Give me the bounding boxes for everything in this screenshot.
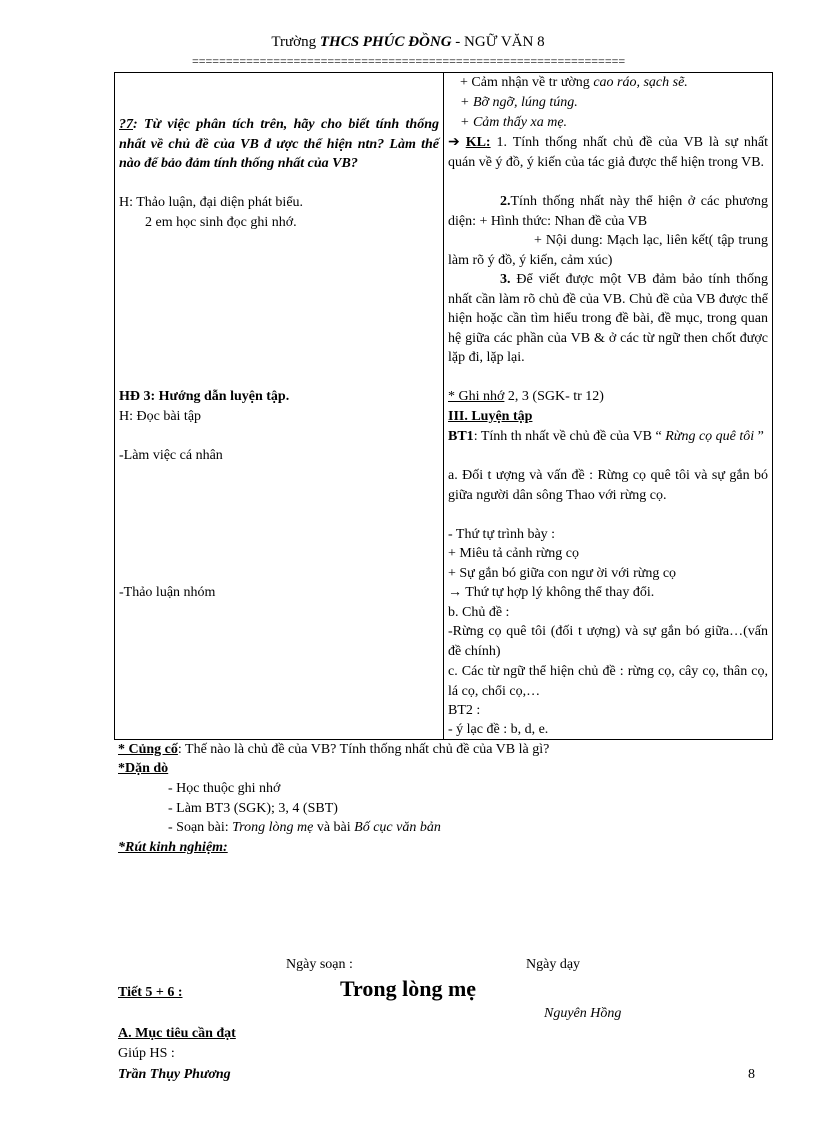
homework-heading: *Dặn dò [118,761,169,776]
conclusion-2-content: + Nội dung: Mạch lạc, liên kết( tập trung làm rõ ý đồ, ý kiến, cảm xúc) [448,233,768,268]
header-prefix: Trường [271,34,317,50]
group-discussion-note: -Thảo luận nhóm [119,585,216,600]
lesson-period: Tiết 5 + 6 : [118,985,183,1000]
question-7: ?7: Từ việc phân tích trên, hãy cho biết tính thống nhất về chủ đề của VB đ ược thể hiện ntn? Làm thế nào để bảo đảm tính thống nhất của VB? [119,117,439,172]
feeling-1: + Cảm nhận về tr ường cao ráo, sạch sẽ. [460,75,688,90]
read-exercise-note: H: Đọc bài tập [119,409,202,424]
preparation-date: Ngày soạn : [286,957,353,972]
header-rule: ================================================================ [192,54,626,68]
experience-heading: *Rút kinh nghiệm: [118,840,228,855]
page-header [0,34,816,51]
objectives-intro: Giúp HS : [118,1046,175,1061]
exercise-1-b: b. Chủ đề : [448,605,510,620]
left-column [115,73,444,740]
exercise-1-order-2: + Sự gắn bó giữa con ngư ời với rừng cọ [448,566,677,581]
exercise-1-order: - Thứ tự trình bày : [448,527,556,542]
lesson-author: Nguyên Hồng [544,1006,622,1021]
homework-2: - Làm BT3 (SGK); 3, 4 (SBT) [168,801,338,816]
objectives-heading: A. Mục tiêu cần đạt [118,1026,236,1041]
practice-heading: III. Luyện tập [448,409,533,424]
exercise-1-c: c. Các từ ngữ thể hiện chủ đề : rừng cọ, cây cọ, thân cọ, lá cọ, chổi cọ,… [448,664,768,699]
lesson-title: Trong lòng mẹ [339,976,477,1001]
conclusion-2: 2.Tính thống nhất này thể hiện ở các phương diện: + Hình thức: Nhan đề của VB [448,194,768,229]
feeling-3: + Cảm thấy xa mẹ. [460,115,568,130]
consolidation: * Củng cố: Thế nào là chủ đề của VB? Tính thống nhất chủ đề của VB là gì? [118,742,550,757]
right-column [444,73,773,740]
school-name: THCS PHÚC ĐỒNG [319,34,452,50]
lesson-table [114,72,773,740]
teaching-date: Ngày dạy [526,957,581,972]
feeling-2: + Bỡ ngỡ, lúng túng. [460,95,578,110]
discussion-note: H: Thảo luận, đại diện phát biểu. [119,195,304,210]
exercise-1: BT1: Tính th nhất về chủ đề của VB “ Rừng cọ quê tôi ” [448,429,764,444]
exercise-2: BT2 : [448,703,481,718]
exercise-1-a: a. Đối t ượng và vấn đề : Rừng cọ quê tôi và sự gắn bó giữa người dân sông Thao với rừng cọ. [448,468,768,503]
conclusion-1: ➔ KL: 1. Tính thống nhất chủ đề của VB là sự nhất quán về ý đồ, ý kiến của tác giả được thể hiện trong VB. [448,135,768,170]
arrow-icon: ➔ [448,135,460,150]
homework-1: - Học thuộc ghi nhớ [168,781,281,796]
memo-reference: * Ghi nhớ 2, 3 (SGK- tr 12) [448,389,604,404]
teacher-name: Trần Thụy Phương [118,1067,231,1082]
activity-3-heading: HĐ 3: Hướng dẫn luyện tập. [119,389,290,404]
exercise-1-order-3: → Thứ tự hợp lý không thể thay đổi. [448,585,655,600]
individual-work-note: -Làm việc cá nhân [119,448,223,463]
exercise-1-order-1: + Miêu tả cảnh rừng cọ [448,546,579,561]
conclusion-3: 3. Để viết được một VB đảm bảo tính thống nhất cần làm rõ chủ đề của VB. Chủ đề của VB được thể hiện hoặc cần tìm hiểu trong đề bài, đề mục, trong quan hệ giữa các phần của VB & ở các từ ngữ then chốt được lặp đi, lặp lại. [448,272,768,366]
page-number: 8 [748,1067,755,1082]
homework-3: - Soạn bài: Trong lòng mẹ và bài Bố cục văn bản [168,820,441,835]
exercise-2-answer: - ý lạc đề : b, d, e. [448,722,549,737]
header-subject: - NGỮ VĂN 8 [451,34,545,50]
read-memo-note: 2 em học sinh đọc ghi nhớ. [145,215,297,230]
exercise-1-b-detail: -Rừng cọ quê tôi (đối t ượng) và sự gắn bó giữa…(vấn đề chính) [448,624,768,659]
